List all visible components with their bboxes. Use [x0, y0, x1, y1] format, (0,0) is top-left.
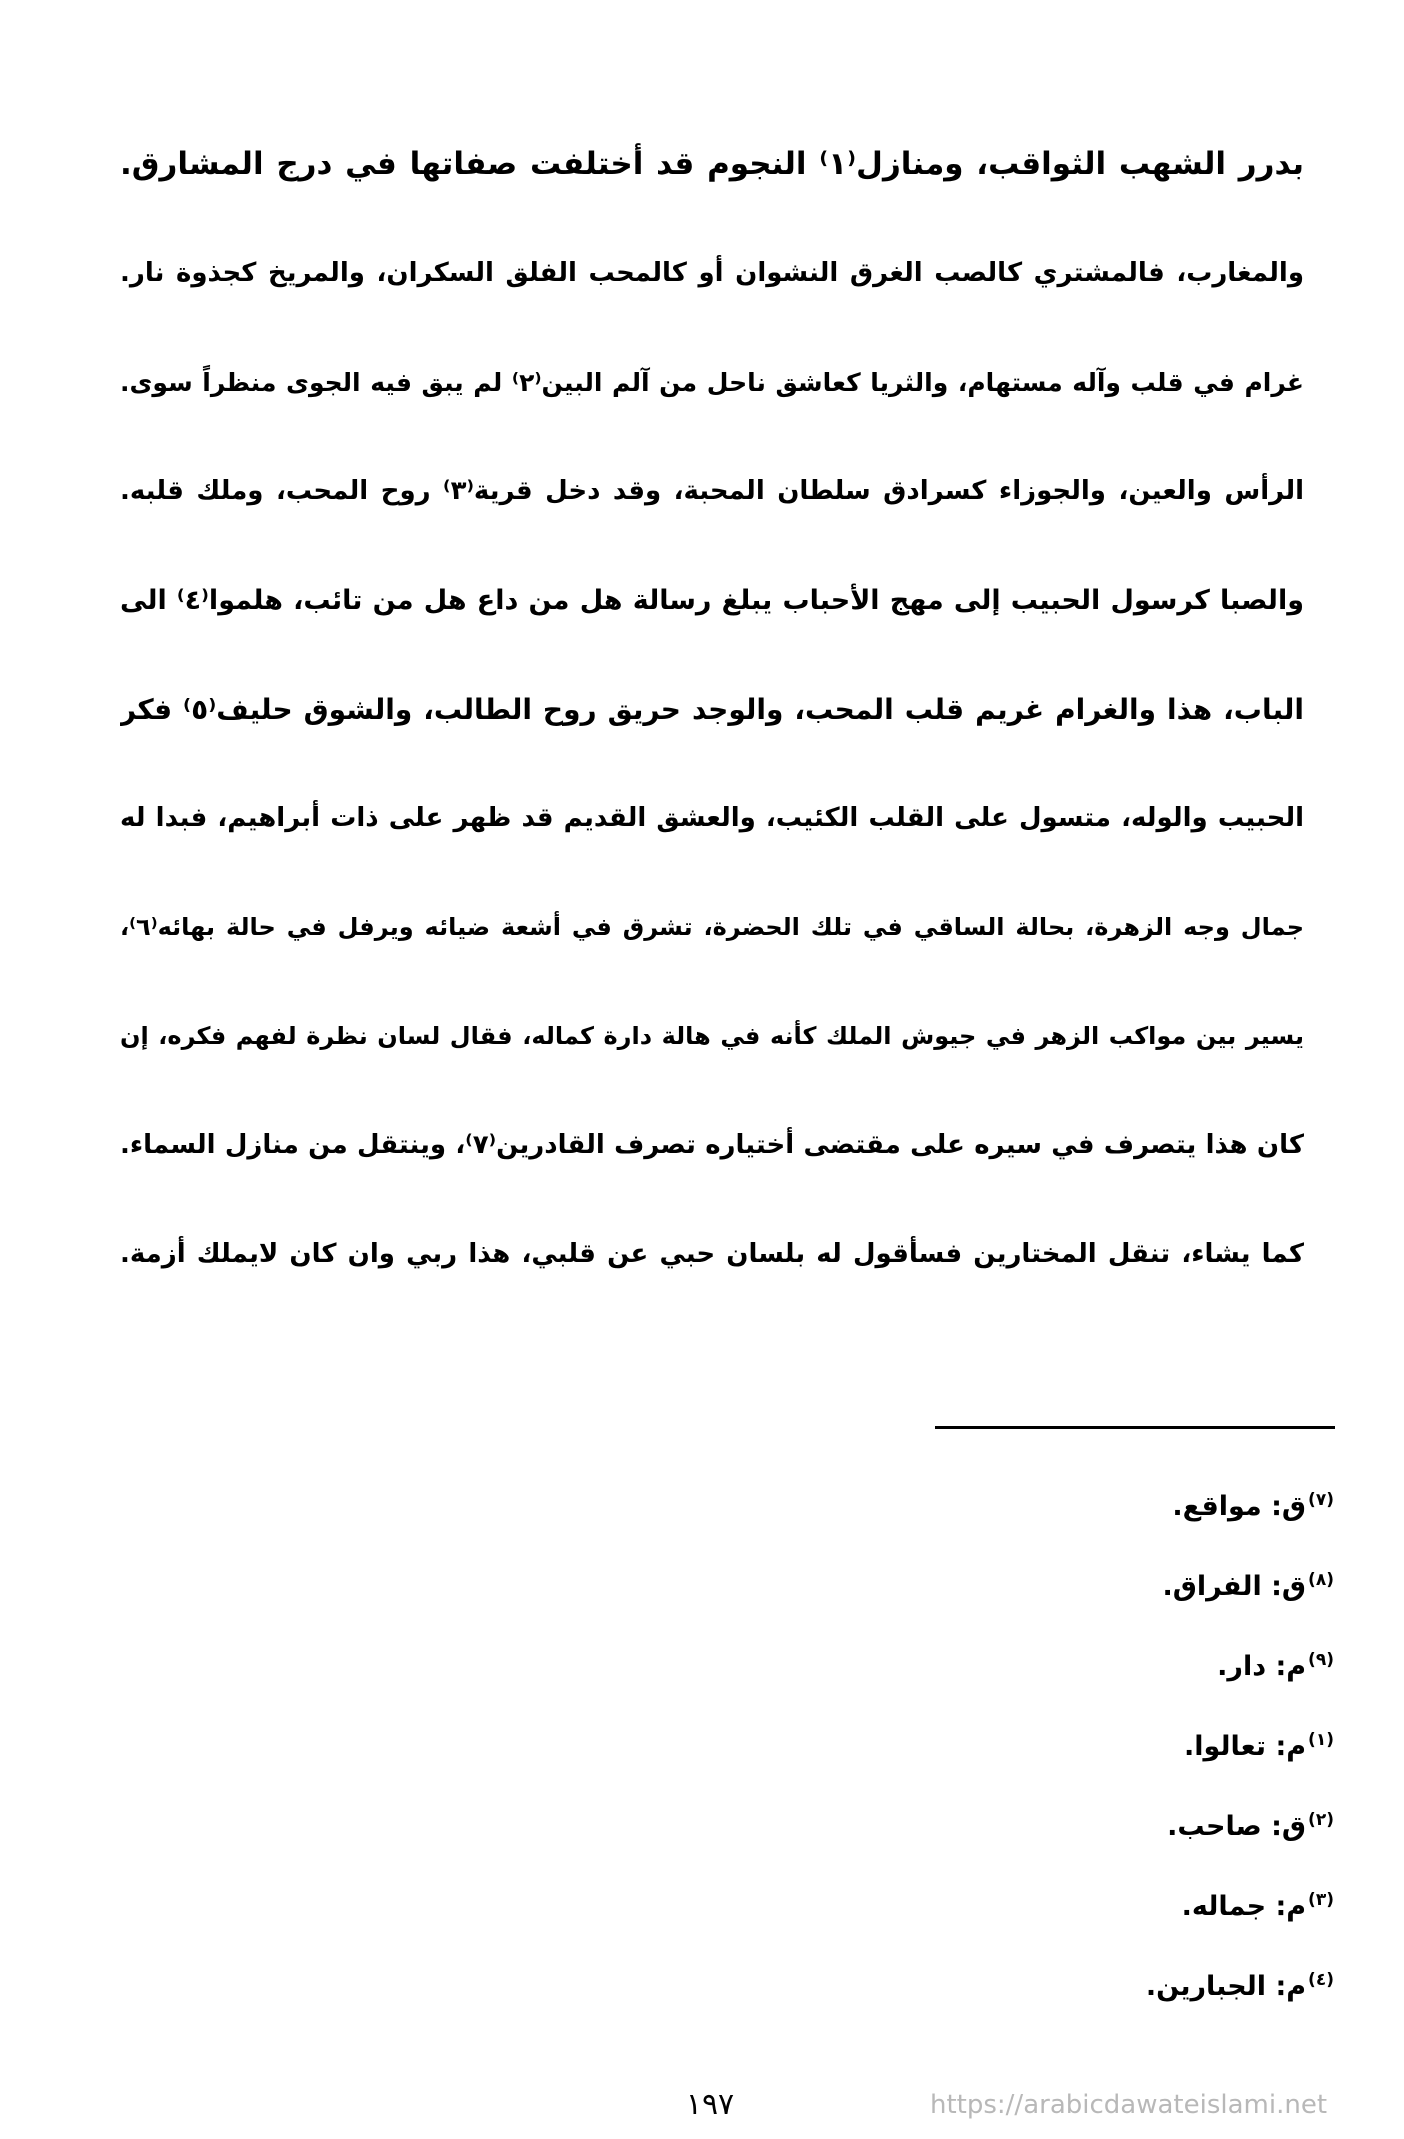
- footnote: [834, 1790, 1334, 1870]
- body-line: جمال وجه الزهرة، بحالة الساقي في تلك الحضرة، تشرق في أشعة ضيائه ويرفل في حالة بهائه⁽٦⁾،: [120, 913, 1304, 941]
- footnote: [834, 1710, 1334, 1790]
- footnote-text: م: جماله.: [1181, 1891, 1307, 1922]
- body-line: والمغارب، فالمشتري كالصب الغرق النشوان أو كالمحب الفلق السكران، والمريخ كجذوة نار.: [120, 258, 1304, 288]
- footnote: [834, 1950, 1334, 2030]
- footnote: [834, 1870, 1334, 1950]
- body-line: والصبا كرسول الحبيب إلى مهج الأحباب يبلغ رسالة هل من داع هل من تائب، هلموا⁽٤⁾ الى: [120, 585, 1304, 616]
- body-line: بدرر الشهب الثواقب، ومنازل⁽١⁾ النجوم قد أختلفت صفاتها في درج المشارق.: [120, 146, 1304, 182]
- footnote-mark: (٧): [1308, 1490, 1334, 1510]
- body-line: كما يشاء، تنقل المختارين فسأقول له بلسان حبي عن قلبي، هذا ربي وان كان لايملك أزمة.: [120, 1239, 1304, 1269]
- footnotes: [834, 1470, 1334, 2030]
- body-line: الرأس والعين، والجوزاء كسرادق سلطان المحبة، وقد دخل قرية⁽٣⁾ روح المحب، وملك قلبه.: [120, 476, 1304, 506]
- footnote: [834, 1470, 1334, 1550]
- body-line: الحبيب والوله، متسول على القلب الكئيب، والعشق القديم قد ظهر على ذات أبراهيم، فبدا له: [120, 803, 1304, 833]
- footnote: [834, 1630, 1334, 1710]
- footnote-mark: (٨): [1308, 1570, 1334, 1590]
- footnote-text: م: دار.: [1217, 1651, 1307, 1682]
- footnote-mark: (٤): [1308, 1970, 1334, 1990]
- body-text: [120, 110, 1304, 1309]
- footnote-mark: (١): [1308, 1730, 1334, 1750]
- footnote-mark: (٢): [1308, 1810, 1334, 1830]
- footnote-mark: (٩): [1308, 1650, 1334, 1670]
- footnote-text: م: تعالوا.: [1183, 1731, 1307, 1762]
- body-line: كان هذا يتصرف في سيره على مقتضى أختياره تصرف القادرين⁽٧⁾، وينتقل من منازل السماء.: [120, 1130, 1304, 1160]
- footnote-mark: (٣): [1308, 1890, 1334, 1910]
- footnote: [834, 1550, 1334, 1630]
- body-line: الباب، هذا والغرام غريم قلب المحب، والوجد حريق روح الطالب، والشوق حليف⁽٥⁾ فكر: [120, 693, 1304, 726]
- footnote-text: م: الجبارين.: [1145, 1971, 1307, 2002]
- watermark-url: https://arabicdawateislami.net: [930, 2090, 1328, 2120]
- footnote-separator: [935, 1426, 1335, 1429]
- page-number: ١٩٧: [685, 2087, 735, 2122]
- body-line: غرام في قلب وآله مستهام، والثريا كعاشق ناحل من آلم البين⁽٢⁾ لم يبق فيه الجوى منظراً سوى.: [120, 368, 1304, 397]
- body-line: يسير بين مواكب الزهر في جيوش الملك كأنه في هالة دارة كماله، فقال لسان نظرة لفهم فكره، إن: [120, 1022, 1304, 1050]
- footnote-text: ق: الفراق.: [1162, 1571, 1307, 1602]
- footnote-text: ق: صاحب.: [1167, 1811, 1307, 1842]
- footnote-text: ق: مواقع.: [1172, 1491, 1307, 1522]
